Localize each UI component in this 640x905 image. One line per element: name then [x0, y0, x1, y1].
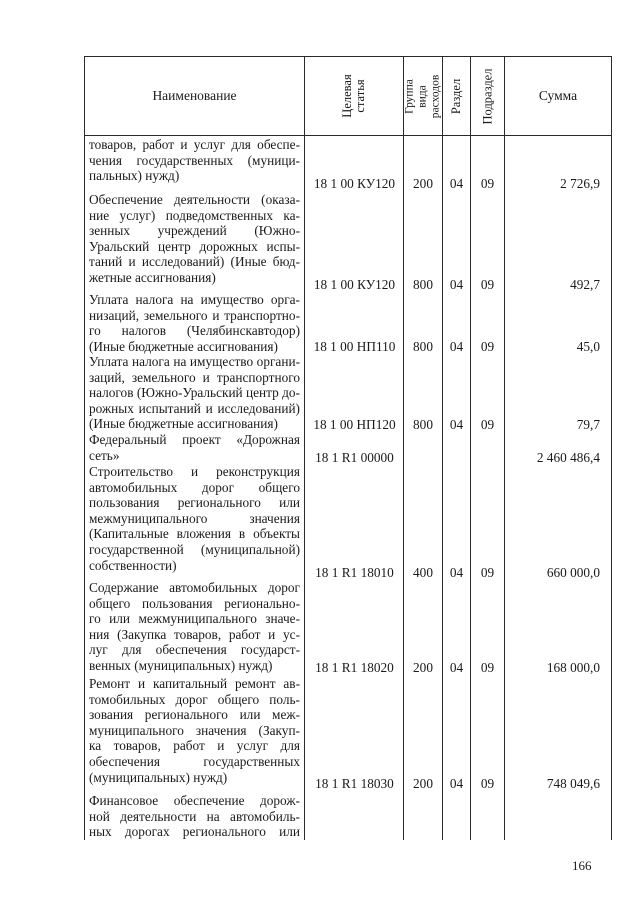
row-subsection: 09: [480, 176, 495, 191]
row-name-line: сеть»: [89, 447, 120, 463]
row-sum: 492,7: [570, 277, 600, 292]
row-name: [89, 192, 300, 286]
row-name: [89, 676, 300, 785]
row-name-line: пальных) нужд): [89, 168, 180, 184]
page-number: 166: [572, 858, 592, 873]
header-target-label: Целевая статья: [340, 74, 367, 118]
row-section: 04: [449, 176, 464, 191]
header-name-label: Наименование: [152, 88, 237, 103]
row-name-line: заций, земельного и транспортного: [89, 369, 300, 385]
row-subsection: 09: [480, 417, 495, 432]
header-subsection: [471, 57, 504, 135]
row-name-line: собственности): [89, 557, 177, 573]
row-subsection: 09: [480, 565, 495, 580]
row-name-line: Финансовое обеспечение дорож-: [89, 793, 300, 808]
row-name-line: низаций, земельного и транспортно-: [89, 307, 300, 323]
row-name-line: (Капитальные вложения в объекты: [89, 526, 300, 542]
row-code: 18 1 R1 00000: [315, 450, 394, 465]
header-section-label: Раздел: [449, 78, 464, 114]
row-name-line: Содержание автомобильных дорог: [89, 580, 300, 595]
row-name-line: жетные ассигнования): [89, 269, 216, 285]
col-divider-subsection: [470, 56, 471, 840]
row-sum: 45,0: [576, 339, 600, 354]
row-name-line: Федеральный проект «Дорожная: [89, 432, 300, 447]
row-name-line: (Иные бюджетные ассигнования): [89, 416, 278, 432]
row-subsection: 09: [480, 339, 495, 354]
row-name-line: го налогов (Челябинскавтодор): [89, 323, 300, 339]
header-group-label: Группа вида расходов: [403, 74, 442, 118]
row-name: [89, 137, 300, 184]
row-name-line: Строительство и реконструкция: [89, 464, 300, 479]
row-name: [89, 793, 300, 840]
row-group: 400: [413, 565, 433, 580]
row-sum: 79,7: [576, 417, 600, 432]
row-code: 18 1 R1 18010: [315, 565, 394, 580]
row-sum: 660 000,0: [546, 565, 600, 580]
row-name-line: зенных учреждений (Южно-: [89, 223, 300, 239]
row-name-line: Уплата налога на имущество органи-: [89, 354, 300, 369]
row-name: [89, 292, 300, 354]
row-name-line: венных (муниципальных) нужд): [89, 657, 273, 673]
row-name-line: ние услуг) подведомственных ка-: [89, 207, 300, 223]
row-name-line: налогов (Южно-Уральский центр до-: [89, 385, 300, 401]
row-name-line: ной деятельности на автомобиль-: [89, 808, 300, 824]
row-name-line: луг для обеспечения государст-: [89, 642, 300, 658]
row-name-line: Уральский центр дорожных испы-: [89, 238, 300, 254]
row-sum: 748 049,6: [546, 776, 600, 791]
row-subsection: 09: [480, 277, 495, 292]
header-subsection-label: Подраздел: [480, 68, 494, 124]
row-name-line: обеспечения государственных: [89, 753, 300, 769]
row-section: 04: [449, 660, 464, 675]
row-name-line: межмуниципального значения: [89, 510, 300, 526]
row-group: 800: [413, 417, 433, 432]
row-name-line: Обеспечение деятельности (оказа-: [89, 192, 300, 207]
row-sum: 2 726,9: [560, 176, 600, 191]
row-name-line: Ремонт и капитальный ремонт ав-: [89, 676, 300, 691]
row-code: 18 1 R1 18020: [315, 660, 394, 675]
row-name-line: общего пользования регионально-: [89, 595, 300, 611]
row-section: 04: [449, 339, 464, 354]
row-code: 18 1 00 КУ120: [313, 176, 396, 191]
row-subsection: 09: [480, 776, 495, 791]
row-name-line: Уплата налога на имущество орга-: [89, 292, 300, 307]
header-group: [404, 57, 442, 135]
table-right-border: [611, 56, 612, 840]
row-section: 04: [449, 277, 464, 292]
row-name-line: (Иные бюджетные ассигнования): [89, 338, 278, 354]
row-name: [89, 432, 300, 463]
row-group: 200: [413, 660, 433, 675]
header-target: [305, 57, 403, 135]
row-section: 04: [449, 776, 464, 791]
row-name-line: пользования регионального или: [89, 495, 300, 511]
row-name-line: зования регионального или меж-: [89, 707, 300, 723]
row-group: 200: [413, 776, 433, 791]
row-name-line: го или межмуниципального значе-: [89, 611, 300, 627]
row-sum: 168 000,0: [546, 660, 600, 675]
header-sum-label: Сумма: [538, 88, 578, 103]
row-name-line: муниципального значения (Закуп-: [89, 722, 300, 738]
row-section: 04: [449, 565, 464, 580]
row-code: 18 1 00 КУ120: [313, 277, 396, 292]
row-name-line: товаров, работ и услуг для обеспе-: [89, 137, 300, 152]
row-name: [89, 464, 300, 573]
col-divider-section: [442, 56, 443, 840]
row-name-line: томобильных дорог общего поль-: [89, 691, 300, 707]
row-sum: 2 460 486,4: [536, 450, 600, 465]
row-group: 800: [413, 339, 433, 354]
row-name-line: ка товаров, работ и услуг для: [89, 738, 300, 754]
row-code: 18 1 00 НП120: [313, 417, 396, 432]
row-name-line: государственной (муниципальной): [89, 541, 300, 557]
row-section: 04: [449, 417, 464, 432]
row-name-line: рожных испытаний и исследований): [89, 400, 300, 416]
header-section: [443, 57, 470, 135]
row-code: 18 1 00 НП110: [313, 339, 396, 354]
row-subsection: 09: [480, 660, 495, 675]
row-name-line: (муниципальных) нужд): [89, 769, 228, 785]
col-divider-group: [403, 56, 404, 840]
row-name: [89, 354, 300, 432]
row-group: 800: [413, 277, 433, 292]
row-name-line: ния (Закупка товаров, работ и ус-: [89, 626, 300, 642]
col-divider-sum: [504, 56, 505, 840]
row-group: 200: [413, 176, 433, 191]
row-name: [89, 580, 300, 674]
row-name-line: автомобильных дорог общего: [89, 479, 300, 495]
row-name-line: ных дорогах регионального или: [89, 824, 300, 840]
col-divider-code: [304, 56, 305, 840]
header-sum: [505, 57, 611, 135]
table-left-border: [84, 56, 85, 840]
header-bottom-border: [84, 135, 612, 136]
row-code: 18 1 R1 18030: [315, 776, 394, 791]
row-name-line: таний и исследований) (Иные бюд-: [89, 254, 300, 270]
row-name-line: чения государственных (муници-: [89, 152, 300, 168]
header-name: [85, 57, 304, 135]
